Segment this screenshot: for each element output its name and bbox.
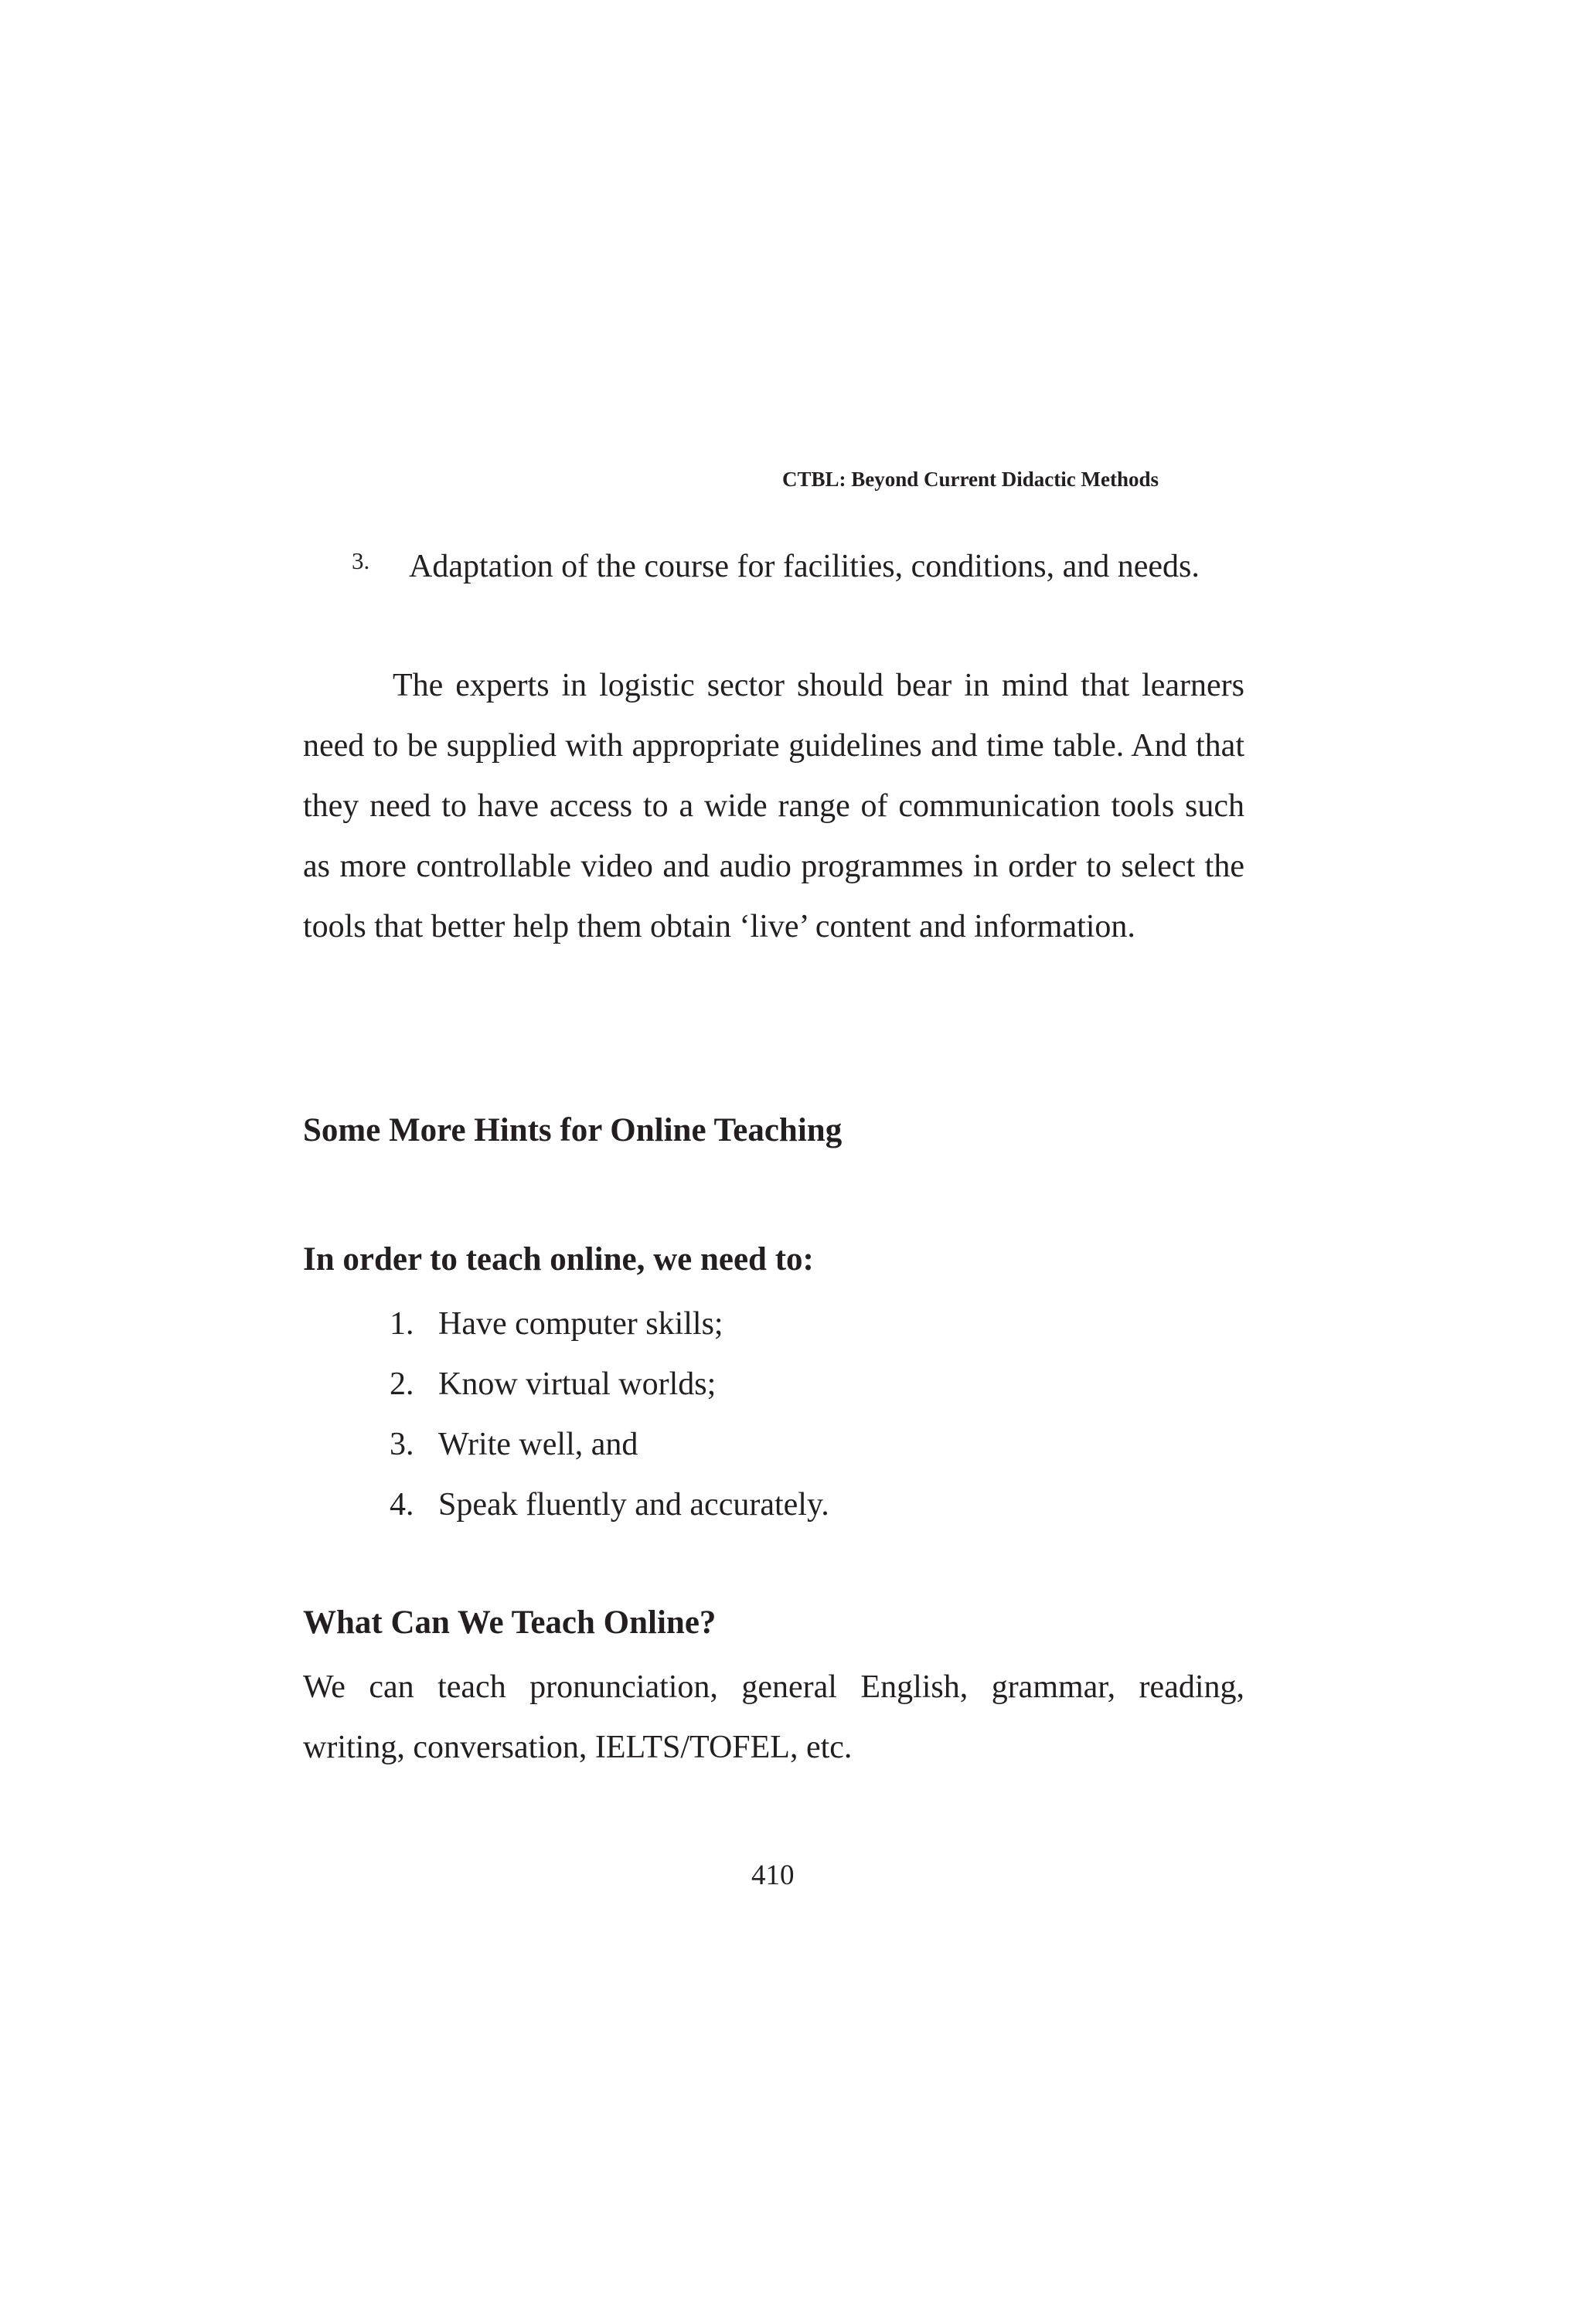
- list-item-text: Speak fluently and accurately.: [438, 1487, 829, 1523]
- list-item-number: 3.: [390, 1427, 414, 1462]
- list-item-text: Know virtual worlds;: [438, 1366, 717, 1402]
- list-item-number: 1.: [390, 1306, 414, 1342]
- list-item-text: Write well, and: [438, 1427, 638, 1462]
- list-item: [390, 1475, 829, 1535]
- section-heading-hints: Some More Hints for Online Teaching: [303, 1112, 843, 1148]
- list-item-number: 4.: [390, 1487, 414, 1523]
- page-number: 410: [751, 1860, 795, 1891]
- list-item: [390, 1354, 829, 1414]
- section-heading-what: What Can We Teach Online?: [303, 1604, 717, 1641]
- list-item-number: 3.: [352, 547, 370, 574]
- body-paragraph: We can teach pronunciation, general English, grammar, reading, writing, conversation, IELTS/TOFEL, etc.: [303, 1669, 1244, 1765]
- needs-list: [390, 1294, 829, 1535]
- list-item-text: Have computer skills;: [438, 1306, 723, 1342]
- list-item: [390, 1294, 829, 1354]
- body-paragraph: The experts in logistic sector should bear in mind that learners need to be supplied with appropriate guidelines and time table. And that they need to have access to a wide range of communication tools such as more controllable video and audio programmes in order to select the tools that better help them obtain ‘live’ content and information.: [303, 668, 1244, 944]
- list-item-text: Adaptation of the course for facilities, conditions, and needs.: [409, 549, 1200, 584]
- running-head: CTBL: Beyond Current Didactic Methods: [782, 468, 1159, 491]
- section-heading-needs: In order to teach online, we need to:: [303, 1241, 814, 1278]
- list-item: [390, 1414, 829, 1475]
- list-item-number: 2.: [390, 1366, 414, 1402]
